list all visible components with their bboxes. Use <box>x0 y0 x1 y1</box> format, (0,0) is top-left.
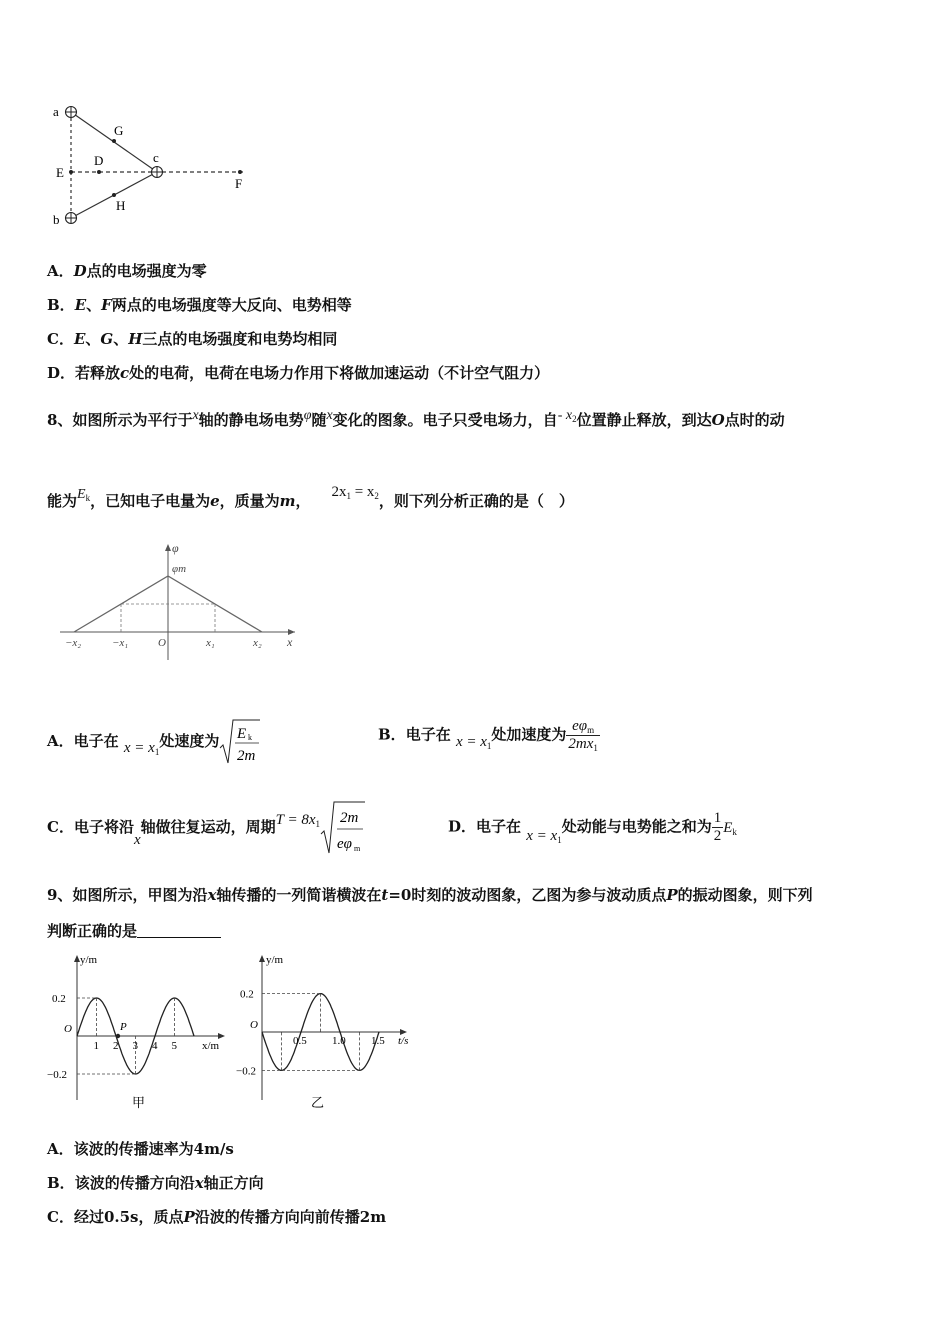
y-axis-label: y/m <box>266 954 284 966</box>
y-arrow <box>165 544 171 551</box>
q8-option-d[interactable]: D．电子在 $x = x_1$处动能与电势能之和为 $\frac{1}{2}$ $E_k$ <box>448 810 737 845</box>
x-tick-label: 1.0 <box>332 1035 346 1047</box>
p-label: P <box>120 1021 127 1033</box>
x-tick-label: 0.5 <box>293 1035 307 1047</box>
label-f: F <box>235 176 243 191</box>
svg-text:E: E <box>237 726 247 742</box>
point-d <box>97 170 101 174</box>
answer-blank[interactable] <box>137 923 221 938</box>
y-tick-label: 0.2 <box>52 993 66 1005</box>
x-tick-label: −x₂ <box>65 637 82 649</box>
x-tick-label: 3 <box>132 1040 138 1052</box>
chart-title: 乙 <box>311 1095 325 1110</box>
point-e <box>69 170 73 174</box>
y-tick-label: −0.2 <box>47 1069 67 1081</box>
svg-text:2m: 2m <box>340 810 359 826</box>
q9-stem-line2: 判断正确的是 <box>47 920 221 941</box>
x-tick-label: 5 <box>171 1040 177 1052</box>
x-tick-label: x₂ <box>253 637 262 649</box>
x-tick-label: −x₁ <box>112 637 129 649</box>
q7-option-d[interactable]: D．若释放c处的电荷，电荷在电场力作用下将做加速运动（不计空气阻力） <box>47 364 550 382</box>
q9-option-b[interactable]: B．该波的传播方向沿x轴正方向 <box>47 1174 264 1192</box>
x-axis-label: x <box>287 635 293 649</box>
sqrt-ek-2m <box>219 718 261 766</box>
potential-chart <box>55 540 310 665</box>
origin-label: O <box>250 1019 258 1031</box>
q8-stem-line2: 能为$E_k$，已知电子电量为e，质量为m， $2x_1 = x_2$，则下列分析正确的是（ ） <box>47 484 574 510</box>
charge-b <box>66 213 77 224</box>
label-e: E <box>56 165 64 180</box>
x-tick-label: 4 <box>152 1040 158 1052</box>
y-tick-label: −0.2 <box>236 1065 256 1078</box>
x-axis-label: t/s <box>398 1035 409 1047</box>
label-c: c <box>153 150 159 165</box>
phi-m-label: φm <box>172 563 187 575</box>
sqrt-2m-ephim <box>320 800 366 856</box>
label-h: H <box>116 198 126 213</box>
point-p <box>116 1034 120 1038</box>
svg-text:2m: 2m <box>237 748 256 764</box>
y-arrow <box>259 955 265 962</box>
wave-graph-jia <box>42 950 237 1115</box>
svg-text:k: k <box>248 733 253 742</box>
x-tick-label: 1 <box>93 1040 99 1052</box>
q9-stem-line1: 9、如图所示，甲图为沿x轴传播的一列简谐横波在t=0时刻的波动图象，乙图为参与波动质点P的振动图象，则下列 <box>47 886 813 904</box>
q7-option-b[interactable]: B．E、F两点的电场强度等大反向、电势相等 <box>47 296 352 314</box>
x-tick-label: x₁ <box>206 637 215 649</box>
point-f <box>238 170 242 174</box>
label-d: D <box>94 153 104 168</box>
q7-option-a[interactable]: A．D点的电场强度为零 <box>47 262 207 280</box>
x-tick-label: 1.5 <box>371 1035 385 1047</box>
q8-option-b[interactable]: B．电子在 $x = x_1$处加速度为 $\frac{e\varphi_m}{2mx_1}$ <box>378 718 598 753</box>
charge-c <box>152 167 163 178</box>
q8-option-c[interactable]: C．电子将沿x轴做往复运动，周期$T = 8x_1$ 2m eφ m <box>47 800 366 856</box>
y-axis-label: y/m <box>80 954 98 966</box>
origin-label: O <box>64 1023 72 1035</box>
vibration-graph-yi <box>236 950 426 1115</box>
label-a: a <box>53 104 59 119</box>
x-arrow <box>218 1033 225 1039</box>
q7-option-c[interactable]: C．E、G、H三点的电场强度和电势均相同 <box>47 330 338 348</box>
chart-title: 甲 <box>132 1095 146 1110</box>
q8-option-a[interactable]: A．电子在 $x = x_1$处速度为 E k 2m <box>47 718 261 766</box>
label-g: G <box>114 123 124 138</box>
q9-option-c[interactable]: C．经过0.5s，质点P沿波的传播方向向前传播2m <box>47 1208 387 1226</box>
y-tick-label: 0.2 <box>240 988 254 1001</box>
triangle-charge-figure <box>40 98 260 233</box>
x-tick-label: O <box>158 637 166 649</box>
point-h <box>112 193 116 197</box>
y-axis-label: φ <box>172 541 179 555</box>
point-g <box>112 139 116 143</box>
label-b: b <box>53 212 60 227</box>
x-axis-label: x/m <box>202 1040 220 1052</box>
frac-one-half: $\frac{1}{2}$ <box>713 810 722 844</box>
q8-stem-line1: 8、如图所示为平行于x轴的静电场电势φ随x变化的图象。电子只受电场力，自- $x_2$位置静止释放，到达O点时的动 <box>47 408 785 429</box>
x-tick-label: 2 <box>113 1040 119 1052</box>
frac-ephim-2mx1: $\frac{e\varphi_m}{2mx_1}$ <box>568 718 598 753</box>
q9-option-a[interactable]: A．该波的传播速率为4m/s <box>47 1140 234 1158</box>
charge-a <box>66 107 77 118</box>
svg-text:m: m <box>354 844 361 853</box>
svg-text:eφ: eφ <box>337 836 352 852</box>
